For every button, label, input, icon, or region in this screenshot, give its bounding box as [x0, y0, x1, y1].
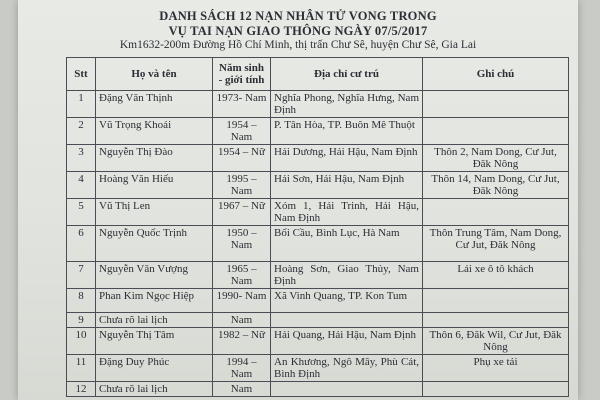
row-stt: 9 — [67, 313, 96, 328]
row-year-gender: 1994 – Nam — [213, 355, 271, 382]
row-stt: 8 — [67, 289, 96, 313]
row-stt: 10 — [67, 328, 96, 355]
row-address: Xã Vinh Quang, TP. Kon Tum — [271, 289, 423, 313]
row-name: Nguyễn Thị Tâm — [96, 328, 213, 355]
row-stt: 1 — [67, 91, 96, 118]
row-stt: 12 — [67, 382, 96, 397]
row-year-gender: 1954 – Nữ — [213, 145, 271, 172]
row-note: Lái xe ô tô khách — [423, 262, 569, 289]
table-row — [67, 262, 569, 289]
row-year-gender: 1967 – Nữ — [213, 199, 271, 226]
row-name: Phan Kim Ngọc Hiệp — [96, 289, 213, 313]
row-address: Hoàng Sơn, Giao Thủy, Nam Định — [271, 262, 423, 289]
table-row — [67, 289, 569, 313]
document-title-line2: VỤ TAI NẠN GIAO THÔNG NGÀY 07/5/2017 — [168, 24, 428, 38]
row-name: Hoàng Văn Hiếu — [96, 172, 213, 199]
row-stt: 3 — [67, 145, 96, 172]
header-name: Họ và tên — [96, 58, 213, 91]
row-name: Nguyễn Văn Vượng — [96, 262, 213, 289]
row-note — [423, 382, 569, 397]
document-subtitle: Km1632-200m Đường Hồ Chí Minh, thị trấn Chư Sê, huyện Chư Sê, Gia Lai — [119, 39, 477, 51]
document-title-line1: DANH SÁCH 12 NẠN NHÂN TỬ VONG TRONG — [159, 9, 437, 23]
row-note — [423, 199, 569, 226]
table-row — [67, 118, 569, 145]
row-stt: 7 — [67, 262, 96, 289]
table-row — [67, 91, 569, 118]
row-year-gender: 1990- Nam — [213, 289, 271, 313]
row-name: Chưa rõ lai lịch — [96, 382, 213, 397]
row-year-gender: 1954 – Nam — [213, 118, 271, 145]
row-year-gender: 1973- Nam — [213, 91, 271, 118]
row-note: Phụ xe tải — [423, 355, 569, 382]
row-name: Đặng Văn Thịnh — [96, 91, 213, 118]
row-address: Nghĩa Phong, Nghĩa Hưng, Nam Định — [271, 91, 423, 118]
row-stt: 11 — [67, 355, 96, 382]
header-note: Ghi chú — [423, 58, 569, 91]
header-stt: Stt — [67, 58, 96, 91]
row-name: Nguyễn Quốc Trịnh — [96, 226, 213, 262]
row-stt: 2 — [67, 118, 96, 145]
row-year-gender: Nam — [213, 313, 271, 328]
row-note: Thôn 6, Đăk Wil, Cư Jut, Đăk Nông — [423, 328, 569, 355]
table-row — [67, 355, 569, 382]
row-stt: 6 — [67, 226, 96, 262]
row-year-gender: 1982 – Nữ — [213, 328, 271, 355]
row-note — [423, 289, 569, 313]
table-row — [67, 199, 569, 226]
victims-table — [66, 57, 569, 397]
row-address: P. Tân Hòa, TP. Buôn Mê Thuột — [271, 118, 423, 145]
row-year-gender: 1995 – Nam — [213, 172, 271, 199]
table-row — [67, 382, 569, 397]
row-note — [423, 118, 569, 145]
row-year-gender: 1950 – Nam — [213, 226, 271, 262]
table-row — [67, 226, 569, 262]
row-address: Hải Quang, Hải Hậu, Nam Định — [271, 328, 423, 355]
row-address — [271, 382, 423, 397]
table-row — [67, 328, 569, 355]
table-header-row — [67, 58, 569, 91]
table-row — [67, 172, 569, 199]
row-year-gender: Nam — [213, 382, 271, 397]
row-name: Nguyễn Thị Đào — [96, 145, 213, 172]
row-address: Xóm 1, Hải Trinh, Hải Hậu, Nam Định — [271, 199, 423, 226]
row-note: Thôn 2, Nam Dong, Cư Jut, Đăk Nông — [423, 145, 569, 172]
row-stt: 4 — [67, 172, 96, 199]
row-name: Đặng Duy Phúc — [96, 355, 213, 382]
row-note: Thôn Trung Tâm, Nam Dong, Cư Jut, Đăk Nông — [423, 226, 569, 262]
row-name: Chưa rõ lai lịch — [96, 313, 213, 328]
row-name: Vũ Trọng Khoái — [96, 118, 213, 145]
table-row — [67, 313, 569, 328]
row-note — [423, 91, 569, 118]
table-row — [67, 145, 569, 172]
header-address: Địa chỉ cư trú — [271, 58, 423, 91]
row-stt: 5 — [67, 199, 96, 226]
row-year-gender: 1965 – Nam — [213, 262, 271, 289]
row-note — [423, 313, 569, 328]
row-address: Hải Dương, Hải Hậu, Nam Định — [271, 145, 423, 172]
header-year-gender: Năm sinh - giới tính — [213, 58, 271, 91]
row-address — [271, 313, 423, 328]
row-address: An Khương, Ngô Mây, Phù Cát, Bình Định — [271, 355, 423, 382]
row-note: Thôn 14, Nam Dong, Cư Jut, Đăk Nông — [423, 172, 569, 199]
row-name: Vũ Thị Len — [96, 199, 213, 226]
row-address: Hải Sơn, Hải Hậu, Nam Định — [271, 172, 423, 199]
row-address: Bối Cầu, Bình Lục, Hà Nam — [271, 226, 423, 262]
